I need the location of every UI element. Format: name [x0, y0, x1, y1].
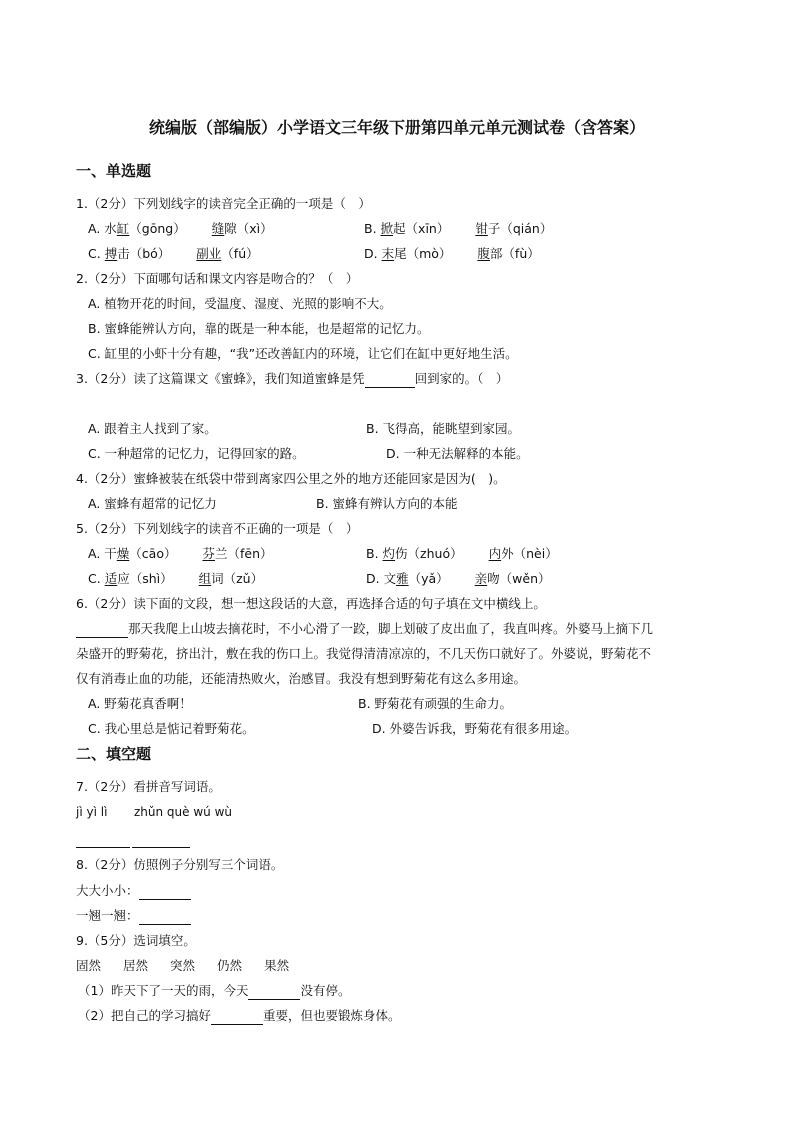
q9-sentence-1: （1）昨天下了一天的雨，今天 没有停。 [78, 983, 351, 998]
question-1-stem: 1.（2分）下列划线字的读音完全正确的一项是（ ） [76, 196, 371, 211]
q6-option-a[interactable]: A. 野菊花真香啊！ [88, 696, 192, 711]
q1-option-d[interactable]: D. 末尾（mò） 腹部（fù） [364, 246, 540, 261]
q6-option-c[interactable]: C. 我心里总是惦记着野菊花。 [88, 721, 255, 736]
word-option: 突然 [170, 958, 196, 973]
q2-option-a[interactable]: A. 植物开花的时间，受温度、湿度、光照的影响不大。 [88, 296, 392, 311]
word-option: 果然 [264, 958, 290, 973]
q1-option-b[interactable]: B. 掀起（xīn） 钳子（qián） [364, 221, 553, 236]
answer-blank[interactable] [211, 1010, 263, 1025]
q6-option-d[interactable]: D. 外婆告诉我，野菊花有很多用途。 [372, 721, 578, 736]
q5-option-c[interactable]: C. 适应（shì） 组词（zǔ） [88, 571, 264, 586]
q6-passage-line-2: 朵盛开的野菊花，挤出汁，敷在我的伤口上。我觉得清清凉凉的，不几天伤口就好了。外婆说，野菊花不 [76, 646, 652, 661]
question-4-stem: 4.（2分）蜜蜂被装在纸袋中带到离家四公里之外的地方还能回家是因为( )。 [76, 471, 506, 486]
word-option: 居然 [123, 958, 149, 973]
q6-option-b[interactable]: B. 野菊花有顽强的生命力。 [358, 696, 513, 711]
q5-option-a[interactable]: A. 干燥（cāo） 芬兰（fēn） [88, 546, 273, 561]
answer-blank[interactable] [365, 373, 415, 388]
q3-option-d[interactable]: D. 一种无法解释的本能。 [386, 446, 529, 461]
q8-example-2: 一翘一翘： [76, 907, 191, 925]
question-9-stem: 9.（5分）选词填空。 [76, 933, 196, 948]
q5-option-b[interactable]: B. 灼伤（zhuó） 内外（nèi） [366, 546, 558, 561]
word-option: 固然 [76, 958, 102, 973]
word-option: 仍然 [217, 958, 243, 973]
q7-pinyin-2: zhǔn què wú wù [134, 805, 233, 819]
question-5-stem: 5.（2分）下列划线字的读音不正确的一项是（ ） [76, 521, 359, 536]
q9-sentence-2: （2）把自己的学习搞好 重要，但也要锻炼身体。 [78, 1008, 401, 1023]
q5-option-d[interactable]: D. 文雅（yǎ） 亲吻（wěn） [366, 571, 551, 586]
q2-option-c[interactable]: C. 缸里的小虾十分有趣，“我”还改善缸内的环境，让它们在缸中更好地生活。 [88, 346, 518, 361]
answer-blank[interactable] [76, 623, 128, 638]
answer-blank[interactable] [139, 910, 191, 925]
q6-passage-line-1: 那天我爬上山坡去摘花时，不小心滑了一跤，脚上划破了皮出血了，我直叫疼。外婆马上摘下几 [76, 620, 653, 638]
q7-answer-blanks [76, 830, 190, 848]
question-6-stem: 6.（2分）读下面的文段，想一想这段话的大意，再选择合适的句子填在文中横线上。 [76, 596, 546, 611]
section-heading-fill-in: 二、填空题 [76, 745, 152, 763]
q4-option-b[interactable]: B. 蜜蜂有辨认方向的本能 [316, 496, 458, 511]
section-heading-single-choice: 一、单选题 [76, 162, 152, 180]
q7-pinyin-1: jì yì lì [76, 805, 108, 819]
question-2-stem: 2.（2分）下面哪句话和课文内容是吻合的？（ ） [76, 271, 359, 286]
page-title: 统编版（部编版）小学语文三年级下册第四单元单元测试卷（含答案） [148, 118, 645, 137]
q1-option-a[interactable]: A. 水缸（gōng） 缝隙（xì） [88, 221, 273, 236]
question-3-stem: 3.（2分）读了这篇课文《蜜蜂》，我们知道蜜蜂是凭 回到家的。（ ） [76, 371, 509, 386]
question-7-stem: 7.（2分）看拼音写词语。 [76, 779, 221, 794]
q6-passage-line-3: 仅有消毒止血的功能，还能清热败火，治感冒。我没有想到野菊花有这么多用途。 [76, 671, 527, 686]
q3-option-c[interactable]: C. 一种超常的记忆力，记得回家的路。 [88, 446, 305, 461]
answer-blank[interactable] [76, 833, 130, 848]
q8-example-1: 大大小小： [76, 882, 191, 900]
q1-option-c[interactable]: C. 搏击（bó） 副业（fú） [88, 246, 259, 261]
answer-blank[interactable] [139, 885, 191, 900]
q3-option-b[interactable]: B. 飞得高，能眺望到家园。 [366, 421, 521, 436]
q2-option-b[interactable]: B. 蜜蜂能辨认方向，靠的既是一种本能，也是超常的记忆力。 [88, 321, 430, 336]
q9-word-bank [76, 957, 311, 975]
answer-blank[interactable] [248, 985, 300, 1000]
q4-option-a[interactable]: A. 蜜蜂有超常的记忆力 [88, 496, 217, 511]
answer-blank[interactable] [132, 833, 190, 848]
question-8-stem: 8.（2分）仿照例子分别写三个词语。 [76, 857, 284, 872]
q3-option-a[interactable]: A. 跟着主人找到了家。 [88, 421, 217, 436]
